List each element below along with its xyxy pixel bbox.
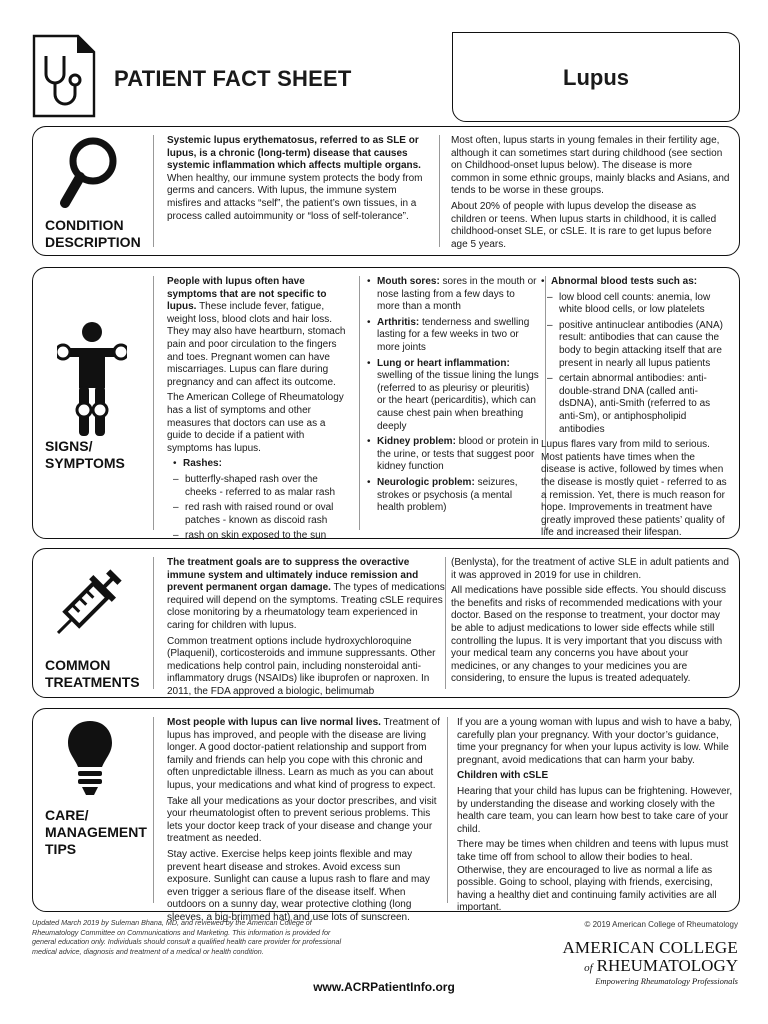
person-joints-icon <box>57 320 127 440</box>
list-item: – positive antinuclear antibodies (ANA) result: antibodies that can cause the body to begin attacking itself that are present in nearly all lupus patients <box>541 320 731 370</box>
list-item: – butterfly-shaped rash over the cheeks - referred to as malar rash <box>167 474 351 499</box>
list-item: • Mouth sores: sores in the mouth or nose lasting from a few days to more than a month <box>367 276 539 314</box>
section-label: CARE/ MANAGEMENT TIPS <box>45 807 147 857</box>
page-title: PATIENT FACT SHEET <box>114 66 352 91</box>
treatments-col2: (Benlysta), for the treatment of active SLE in adult patients and it was approved in 2019 for use in children. All medications have possible side effects. You should discuss the benefits and risks of recommended medications with your doctor. Based on the response to treatment, your doctor may be able to adjust medications to lower side effects while still controlling the lupus. It is very important that you discuss with your medical team any concerns you have about your medicines, or any changes to your medicines you are considering, to ensure the lupus is treated adequately. <box>451 557 729 685</box>
topic-title: Lupus <box>563 65 629 90</box>
acr-logo: AMERICAN COLLEGE of RHEUMATOLOGY Empowering Rheumatology Professionals <box>562 938 738 986</box>
list-item: – low blood cell counts: anemia, low white blood cells, or low platelets <box>541 292 731 317</box>
list-item: – rash on skin exposed to the sun <box>167 530 351 543</box>
list-item: – certain abnormal antibodies: anti-double-strand DNA (called anti-dsDNA), anti-Smith (referred to as anti-Sm), or antiphospholipid antibodies <box>541 373 731 436</box>
section-label: SIGNS/ SYMPTOMS <box>45 438 125 471</box>
section-care <box>32 708 740 923</box>
header <box>32 32 738 122</box>
section-symptoms <box>32 267 740 542</box>
care-col1: Most people with lupus can live normal lives. Treatment of lupus has improved, and people with the disease are living longer. A good doctor-patient relationship and support from family and friends can help you cope with this chronic and often unpredictable illness. Learn as much as you can about lupus, your medications and what kind of progress to expect. Take all your medications as your doctor prescribes, and visit your rheumatologist often to prevent serious problems. This lets your doctor keep track of your disease and change your treatment as needed. Stay active. Exercise helps keep joints flexible and may prevent heart disease and strokes. Avoid excess sun exposure. Sunlight can cause a lupus rash to flare and may even trigger a serious flare of the disease itself. When outdoors on a sunny day, wear protective clothing (long sleeves, a big-brimmed hat) and use lots of sunscreen. <box>167 717 440 923</box>
light-bulb-icon <box>65 719 115 799</box>
symptoms-col3: • Abnormal blood tests such as: – low blood cell counts: anemia, low white blood cells, or low platelets – positive antinuclear antibodies (ANA) result: antibodies that can cause the body to begin attacking itself that are present in nearly all lupus patients – certain abnormal antibodies: anti-double-strand DNA (called anti-dsDNA), anti-Smith (referred to as anti-Sm), or antiphospholipid antibodies Lupus flares vary from mild to serious. Most patients have times when the disease is active, followed by times when the disease is mostly quiet - referred to as a remission. Yet, there is much reason for hope. Improvements in treatment have greatly improved these patients’ quality of life and increased their lifespan. <box>541 276 731 543</box>
list-item: • Lung or heart inflammation: swelling of the tissue lining the lungs (referred to as pleurisy or pleuritis) or the heart (pericarditis), which can cause chest pain when breathing deeply <box>367 358 539 434</box>
symptoms-col2 <box>367 276 539 518</box>
list-item: • Arthritis: tenderness and swelling lasting for a few weeks in two or more joints <box>367 317 539 355</box>
patient-info-link[interactable]: www.ACRPatientInfo.org <box>313 980 455 994</box>
stethoscope-document-icon <box>32 34 96 118</box>
condition-col1: Systemic lupus erythematosus, referred to as SLE or lupus, is a chronic (long-term) disease that causes systemic inflammation which affects multiple organs. When healthy, our immune system protects the body from germs and cancers. With lupus, the immune system misfires and attacks “self”, the patient’s own tissues, in a process called autoimmunity or “loss of self-tolerance”. <box>167 135 423 222</box>
list-item: • Kidney problem: blood or protein in the urine, or tests that suggest poor kidney function <box>367 436 539 474</box>
footer-disclaimer: Updated March 2019 by Suleman Bhana, MD, and reviewed by the American College of Rheumatology Committee on Communications and Marketing. This information is provided for general education only. Individuals should consult a qualified health care provider for professional medical advice, diagnosis and treatment of a medical or health condition. <box>32 918 342 956</box>
magnifying-glass-icon <box>59 135 119 211</box>
section-treatments <box>32 548 740 698</box>
treatments-col1: The treatment goals are to suppress the overactive immune system and ultimately induce remission and prevent permanent organ damage. The types of medications required will depend on the symptoms. Treating cSLE requires close monitoring by a rheumatology team experienced in caring for children with lupus. Common treatment options include hydroxychloroquine (Plaquenil), corticosteroids and immune suppressants. Other medications help control pain, including nonsteroidal anti-inflammatory drugs (NSAIDs) like ibuprofen or naproxen. In 2011, the FDA approved a biologic, belimumab <box>167 557 445 697</box>
section-label: CONDITION DESCRIPTION <box>45 217 141 250</box>
symptoms-col1: People with lupus often have symptoms that are not specific to lupus. These include fever, fatigue, weight loss, blood clots and hair loss. They may also have heartburn, stomach pain and poor circulation to the fingers and toes. Pregnant women can have miscarriages. Lupus can flare during pregnancy and can affect its outcome. The American College of Rheumatology has a list of symptoms and other measures that doctors can use as a guide to decide if a patient with symptoms has lupus. • Rashes: – butterfly-shaped rash over the cheeks - referred to as malar rash – red rash with raised round or oval patches - known as discoid rash – rash on skin exposed to the sun <box>167 276 351 546</box>
condition-col2: Most often, lupus starts in young females in their fertility age, although it can sometimes start during childhood (see section on Childhood-onset lupus below). The disease is more common in some ethnic groups, mainly blacks and Asians, and tends to be worse in these groups. About 20% of people with lupus develop the disease as children or teens. When lupus starts in childhood, it is called childhood-onset SLE, or cSLE. It is rare to get lupus before age 5 years. <box>451 135 730 250</box>
section-condition <box>32 126 740 256</box>
syringe-icon <box>47 561 127 647</box>
footer-copyright: © 2019 American College of Rheumatology <box>584 920 738 929</box>
care-col2: If you are a young woman with lupus and wish to have a baby, carefully plan your pregnancy. With your doctor’s guidance, time your pregnancy for when your lupus activity is low. While pregnant, avoid medications that can harm your baby. Children with cSLE Hearing that your child has lupus can be frightening. However, by understanding the disease and working closely with the health care team, you can learn how best to take care of your child. There may be times when children and teens with lupus must take time off from school to allow their bodies to heal. Otherwise, they are encouraged to live as normal a life as possible. Going to school, playing with friends, exercising, having a healthy diet and continuing family activities are all important. <box>457 717 733 914</box>
list-item: • Neurologic problem: seizures, strokes or psychosis (a mental health problem) <box>367 477 539 515</box>
section-label: COMMON TREATMENTS <box>45 657 140 690</box>
list-item: – red rash with raised round or oval patches - known as discoid rash <box>167 502 351 527</box>
topic-box <box>452 32 740 122</box>
